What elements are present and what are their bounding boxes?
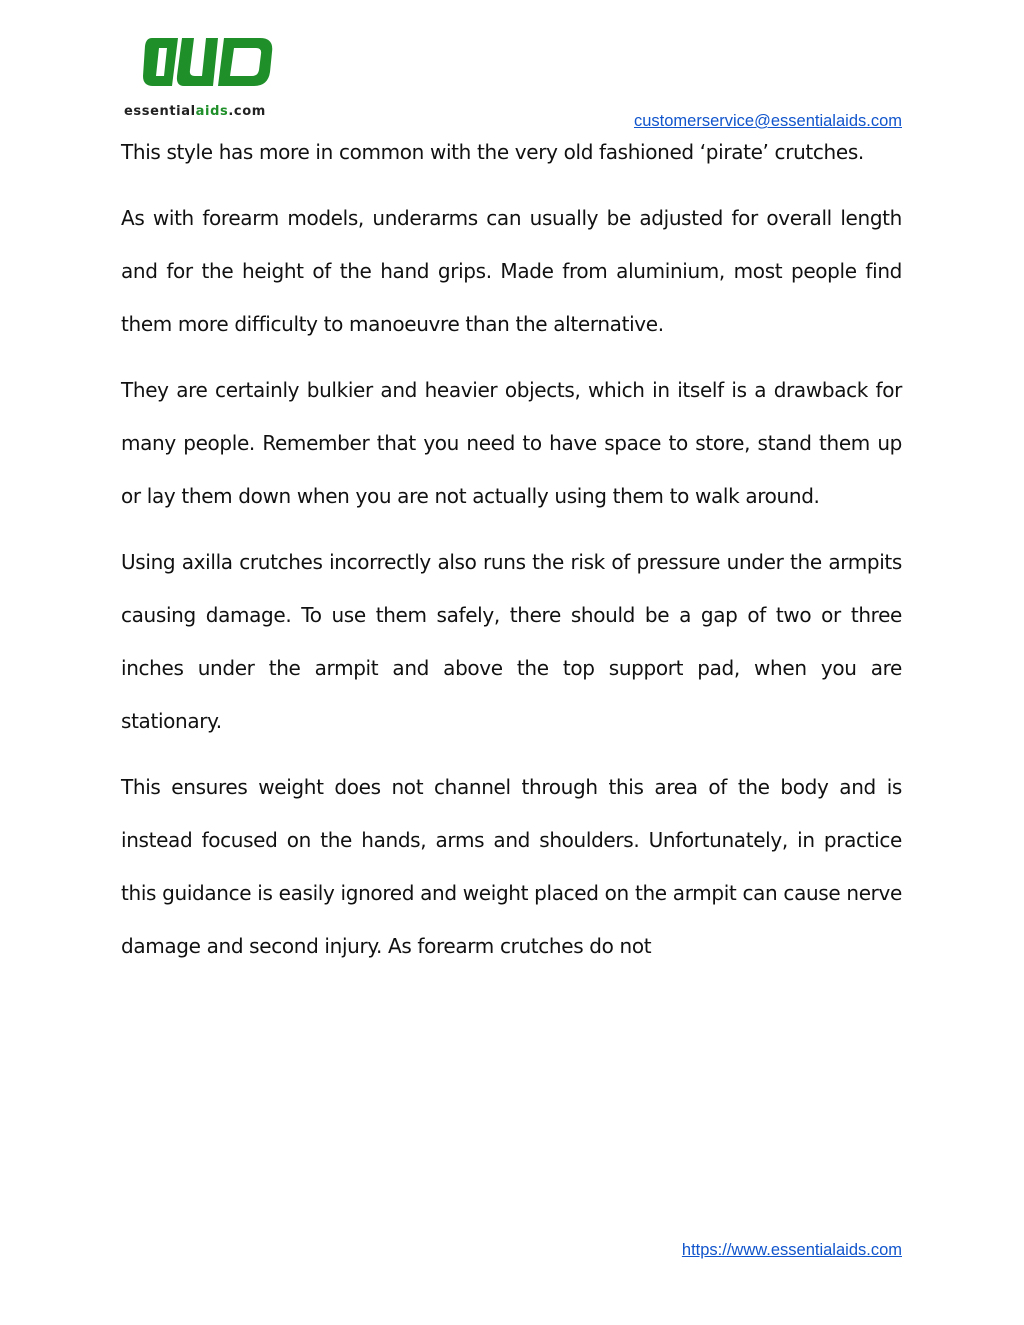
paragraph: They are certainly bulkier and heavier objects, which in itself is a drawback for many people. Remember that you need to have space to store, stand them up or lay them down when you are not actually using them to walk around. [121,378,902,508]
paragraph: This style has more in common with the very old fashioned ‘pirate’ crutches. [121,140,864,164]
essentialaids-logo-icon [142,30,277,92]
paragraph: Using axilla crutches incorrectly also runs the risk of pressure under the armpits causing damage. To use them safely, there should be a gap of two or three inches under the armpit and above the top support pad, when you are stationary. [121,550,902,733]
brand-logo [120,30,300,125]
paragraph: This ensures weight does not channel through this area of the body and is instead focused on the hands, arms and shoulders. Unfortunately, in practice this guidance is easily ignored and weight placed on the armpit can cause nerve damage and second injury. As forearm crutches do not [121,775,902,958]
document-body [121,126,902,986]
website-link[interactable]: https://www.essentialaids.com [681,1241,902,1259]
logo-text-suffix: .com [228,104,266,119]
logo-wordmark [124,104,266,119]
logo-text-prefix: essential [124,104,196,119]
paragraph: As with forearm models, underarms can usually be adjusted for overall length and for the height of the hand grips. Made from aluminium, most people find them more difficulty to manoeuvre than the alternative. [121,206,902,336]
logo-text-accent: aids [195,104,229,119]
email-link[interactable]: customerservice@essentialaids.com [633,112,902,130]
